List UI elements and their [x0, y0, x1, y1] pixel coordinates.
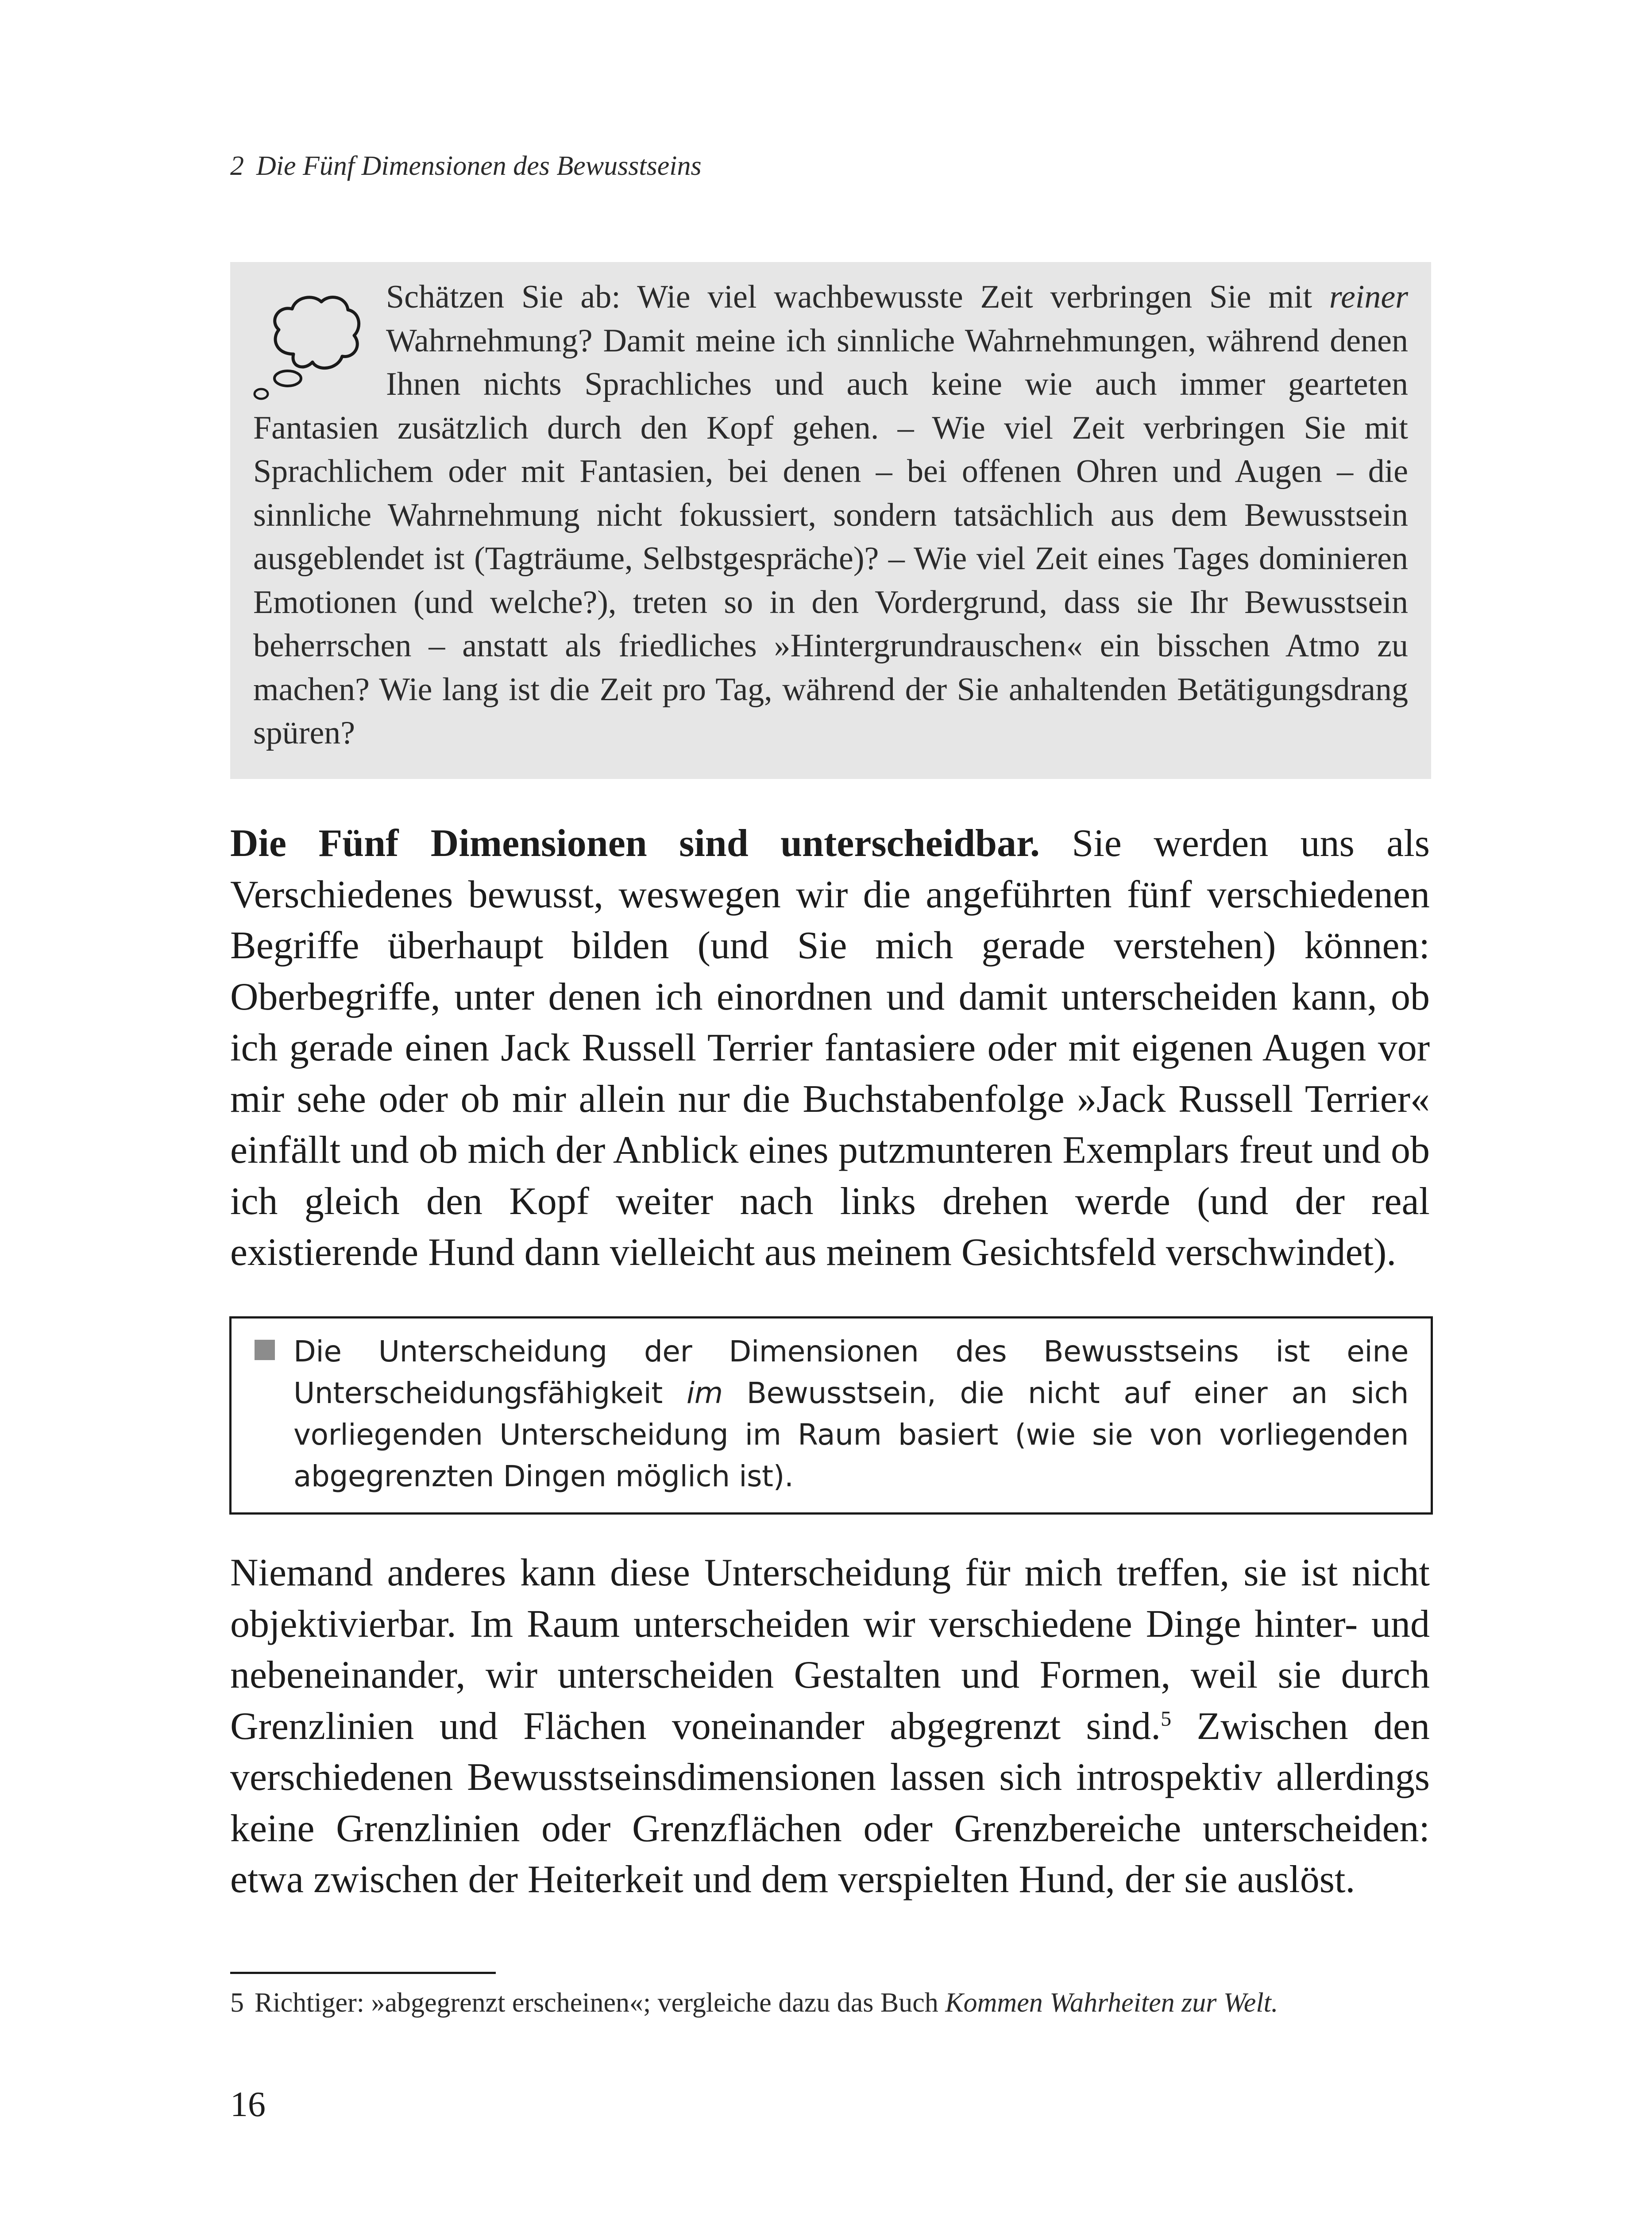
footnote-number: 5 [230, 1988, 244, 2018]
square-bullet-icon [255, 1340, 275, 1360]
chapter-title: Die Fünf Dimensionen des Bewusstseins [256, 151, 702, 181]
exercise-text: Schätzen Sie ab: Wie viel wachbewusste Zeit verbringen Sie mit reiner Wahrnehmung? Damit meine ich sinnliche Wahrnehmungen, während denen Ihnen nichts Sprachliches und auch keine wie auch immer gearteten Fantasien zusätzlich durch den Kopf gehen. – Wie viel Zeit verbringen Sie mit Sprachlichem oder mit Fantasien, bei denen – bei offenen Ohren und Augen – die sinnliche Wahrnehmung nicht fokussiert, sondern tatsächlich aus dem Bewusstsein ausgeblendet ist (Tagträume, Selbstgespräche)? – Wie viel Zeit eines Tages dominieren Emotionen (und welche?), treten so in den Vordergrund, dass sie Ihr Bewusstsein beherrschen – anstatt als friedliches »Hintergrundrauschen« ein bisschen Atmo zu machen? Wie lang ist die Zeit pro Tag, während der Sie anhaltenden Betätigungsdrang spüren? [253, 279, 1408, 751]
footnote-reference[interactable]: 5 [1161, 1707, 1172, 1731]
book-title: Kommen Wahrheiten zur Welt. [945, 1988, 1278, 2018]
body-paragraph-2: Niemand anderes kann diese Unterscheidung für mich treffen, sie ist nicht objektivierbar. Im Raum unterscheiden wir verschiedene Dinge hinter- und nebeneinander, wir unterscheiden Gestalten und Formen, weil sie durch Grenzlinien und Flächen voneinander abgegrenzt sind.$^5$ Zwischen den verschiedenen Bewusstseinsdimensionen lassen sich introspektiv allerdings keine Grenzlinien oder Grenzflächen oder Grenzbereiche unterscheiden: etwa zwischen der Heiterkeit und dem verspielten Hund, der sie auslöst. [230, 1551, 1430, 1901]
chapter-number: 2 [230, 151, 244, 181]
paragraph-lead: Die Fünf Dimensionen sind unterscheidbar. [230, 822, 1040, 865]
exercise-box [230, 262, 1431, 779]
info-emphasis: im [686, 1376, 723, 1410]
body-paragraph-1: Die Fünf Dimensionen sind unterscheidbar. Sie werden uns als Verschiedenes bewusst, weswegen wir die angeführten fünf verschiedenen Begriffe überhaupt bilden (und Sie mich gerade verstehen) können: Oberbegriffe, unter denen ich einordnen und damit unterscheiden kann, ob ich gerade einen Jack Russell Terrier fantasiere oder mit eigenen Augen vor mir sehe oder ob mir allein nur die Buchstabenfolge »Jack Russell Terrier« einfällt und ob mich der Anblick eines putzmunteren Exemplars freut und ob ich gleich den Kopf weiter nach links drehen werde (und der real existierende Hund dann vielleicht aus meinem Gesichtsfeld verschwindet). [230, 822, 1430, 1274]
exercise-emphasis: reiner [1329, 279, 1408, 315]
running-head [230, 150, 702, 182]
thought-bubble-icon [251, 288, 367, 407]
page-number: 16 [230, 2085, 266, 2124]
info-text: Die Unterscheidung der Dimensionen des Bewusstseins ist eine Unterscheidungsfähigkeit im Bewusstsein, die nicht auf einer an sich vorliegenden Unterscheidung im Raum basiert (wie sie von vorliegenden abgegrenzten Dingen möglich ist). [293, 1334, 1409, 1493]
footnote-divider [230, 1972, 496, 1974]
info-box [229, 1316, 1433, 1515]
footnote: 5 Richtiger: »abgegrenzt erscheinen«; vergleiche dazu das Buch Kommen Wahrheiten zur Welt. [230, 1988, 1278, 2018]
